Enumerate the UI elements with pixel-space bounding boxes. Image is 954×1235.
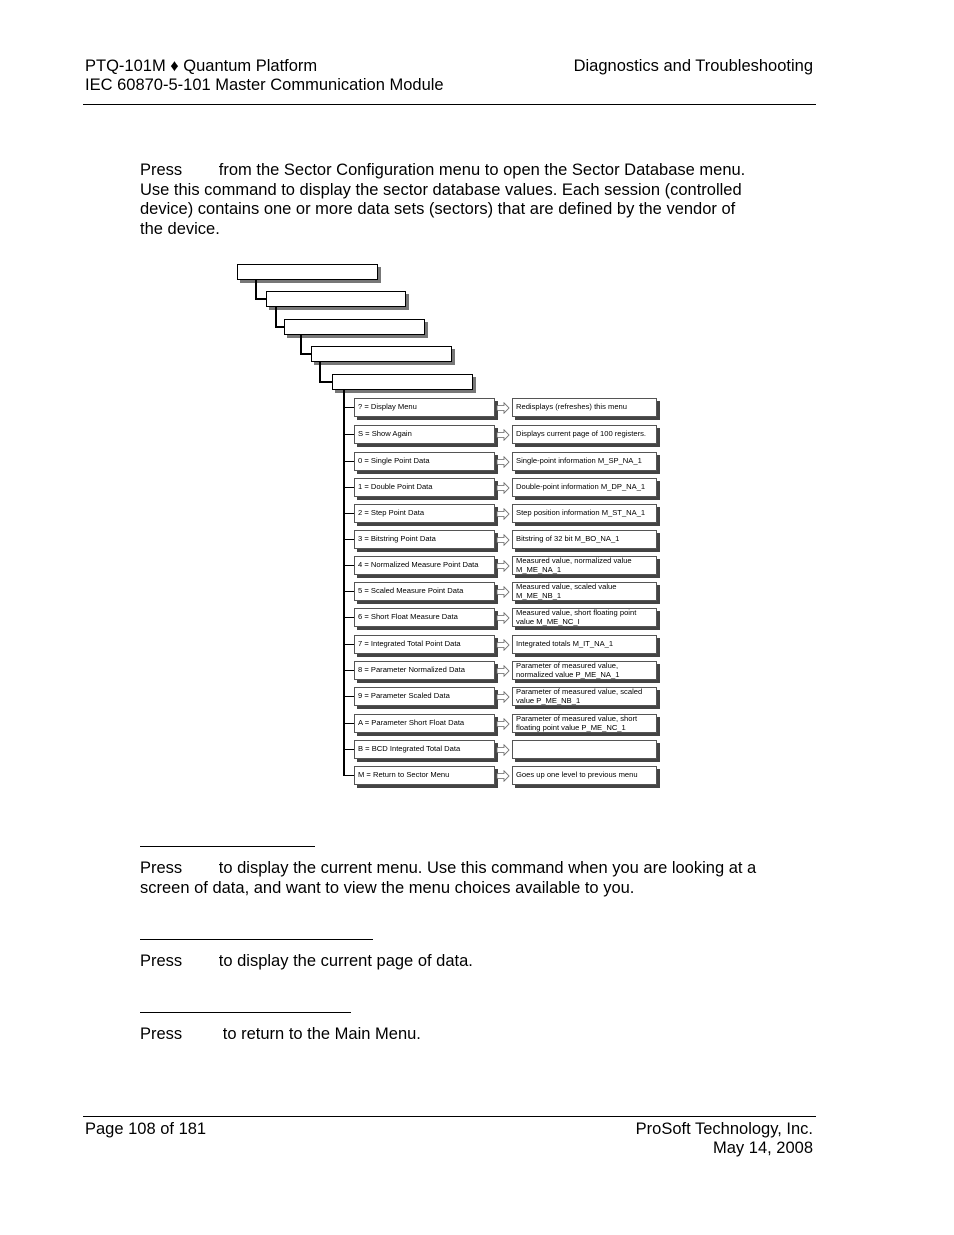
menu-description-box	[512, 582, 657, 601]
tree-level-1-box	[237, 264, 378, 280]
menu-description-box	[512, 425, 657, 444]
menu-description-text: Single-point information M_SP_NA_1	[516, 456, 642, 466]
menu-description-text: Measured value, scaled value M_ME_NB_1	[516, 582, 617, 600]
intro-press: Press	[140, 161, 183, 179]
arrow-right-icon	[496, 691, 510, 703]
menu-command-box	[354, 661, 495, 680]
section-display-menu-paragraph	[140, 859, 760, 898]
menu-command-box	[354, 740, 495, 759]
arrow-right-icon	[496, 744, 510, 756]
footer-date: May 14, 2008	[713, 1139, 813, 1157]
menu-description-box	[512, 452, 657, 471]
menu-command-label: 8 = Parameter Normalized Data	[358, 665, 465, 675]
arrow-right-icon	[496, 482, 510, 494]
menu-command-box	[354, 398, 495, 417]
menu-command-box	[354, 766, 495, 785]
menu-description-text: Bitstring of 32 bit M_BO_NA_1	[516, 534, 620, 544]
menu-command-label: M = Return to Sector Menu	[358, 770, 450, 780]
tree-branch	[343, 617, 354, 618]
tree-branch	[343, 591, 354, 592]
tree-level-2-box	[266, 291, 406, 307]
menu-command-label: 0 = Single Point Data	[358, 456, 430, 466]
menu-description-box	[512, 478, 657, 497]
header-product-line: PTQ-101M ♦ Quantum Platform	[85, 57, 318, 75]
section-return-paragraph	[140, 1025, 760, 1045]
tree-branch	[343, 723, 354, 724]
menu-description-text: Parameter of measured value, normalized value P_ME_NA_1	[516, 661, 620, 679]
menu-command-label: 2 = Step Point Data	[358, 508, 425, 518]
arrow-right-icon	[496, 718, 510, 730]
menu-description-box	[512, 635, 657, 654]
tree-branch	[343, 539, 354, 540]
arrow-right-icon	[496, 639, 510, 651]
menu-command-label: 3 = Bitstring Point Data	[358, 534, 436, 544]
menu-command-box	[354, 530, 495, 549]
arrow-right-icon	[496, 456, 510, 468]
menu-description-box	[512, 740, 657, 759]
menu-command-box	[354, 714, 495, 733]
menu-command-label: A = Parameter Short Float Data	[358, 718, 465, 728]
menu-command-label: 1 = Double Point Data	[358, 482, 433, 492]
menu-description-text: Goes up one level to previous menu	[516, 770, 638, 780]
arrow-right-icon	[496, 534, 510, 546]
menu-description-text: Redisplays (refreshes) this menu	[516, 402, 627, 412]
tree-connector	[255, 280, 257, 300]
tree-branch	[343, 696, 354, 697]
menu-description-box	[512, 687, 657, 706]
menu-description-text: Displays current page of 100 registers.	[516, 429, 647, 439]
menu-command-box	[354, 608, 495, 627]
arrow-right-icon	[496, 665, 510, 677]
tree-connector	[300, 335, 302, 355]
tree-branch	[343, 513, 354, 514]
footer-company: ProSoft Technology, Inc.	[635, 1120, 813, 1138]
arrow-right-icon	[496, 508, 510, 520]
menu-command-box	[354, 582, 495, 601]
section-heading-rule	[140, 1012, 351, 1013]
menu-command-box	[354, 504, 495, 523]
tree-connector	[255, 298, 266, 300]
footer-page-number: Page 108 of 181	[85, 1120, 207, 1138]
arrow-right-icon	[496, 612, 510, 624]
menu-description-box	[512, 661, 657, 680]
menu-command-box	[354, 687, 495, 706]
tree-connector	[319, 381, 332, 383]
menu-command-label: B = BCD Integrated Total Data	[358, 744, 461, 754]
menu-command-label: 9 = Parameter Scaled Data	[358, 691, 450, 701]
tree-connector	[275, 307, 277, 328]
tree-branch	[343, 434, 354, 435]
intro-text: from the Sector Configuration menu to open the Sector Database menu. Use this command to display the sector database values. Each session (controlled device) contains one or more data sets (sectors) that are defined by the vendor of the device.	[140, 161, 746, 238]
menu-command-box	[354, 556, 495, 575]
tree-connector	[300, 353, 311, 355]
tree-branch	[343, 461, 354, 462]
menu-description-text: Measured value, short floating point value M_ME_NC_I	[516, 608, 637, 626]
menu-command-box	[354, 635, 495, 654]
menu-description-text: Parameter of measured value, short floating point value P_ME_NC_1	[516, 714, 638, 732]
tree-branch	[343, 644, 354, 645]
tree-branch	[343, 487, 354, 488]
tree-connector	[275, 326, 284, 328]
menu-command-label: 5 = Scaled Measure Point Data	[358, 586, 464, 596]
tree-branch	[343, 670, 354, 671]
section-show-again-paragraph	[140, 952, 760, 972]
menu-description-box	[512, 504, 657, 523]
arrow-right-icon	[496, 429, 510, 441]
section-press: Press	[140, 859, 183, 877]
tree-trunk	[343, 390, 345, 776]
tree-connector	[319, 362, 321, 383]
menu-command-box	[354, 478, 495, 497]
tree-branch	[343, 565, 354, 566]
arrow-right-icon	[496, 586, 510, 598]
menu-command-label: 6 = Short Float Measure Data	[358, 612, 458, 622]
section-text: to return to the Main Menu.	[222, 1025, 421, 1043]
menu-command-box	[354, 425, 495, 444]
arrow-right-icon	[496, 402, 510, 414]
section-text: to display the current menu. Use this command when you are looking at a screen of data, and want to view the menu choices available to you.	[140, 859, 757, 897]
tree-branch	[343, 775, 354, 776]
menu-description-text: Double-point information M_DP_NA_1	[516, 482, 646, 492]
header-section-title: Diagnostics and Troubleshooting	[573, 57, 813, 75]
arrow-right-icon	[496, 560, 510, 572]
menu-description-box	[512, 530, 657, 549]
tree-level-3-box	[284, 319, 425, 335]
footer-divider	[83, 1116, 816, 1117]
menu-description-text: Parameter of measured value, scaled value P_ME_NB_1	[516, 687, 643, 705]
section-heading-rule	[140, 846, 315, 847]
header-module-line: IEC 60870-5-101 Master Communication Module	[85, 76, 444, 94]
menu-description-box	[512, 608, 657, 627]
tree-level-5-box	[332, 374, 473, 390]
tree-branch	[343, 749, 354, 750]
menu-description-text: Integrated totals M_IT_NA_1	[516, 639, 614, 649]
menu-command-label: S = Show Again	[358, 429, 412, 439]
menu-description-text: Step position information M_ST_NA_1	[516, 508, 646, 518]
section-text: to display the current page of data.	[218, 952, 473, 970]
menu-command-label: 7 = Integrated Total Point Data	[358, 639, 461, 649]
menu-description-box	[512, 398, 657, 417]
menu-description-box	[512, 766, 657, 785]
menu-description-box	[512, 556, 657, 575]
tree-level-4-box	[311, 346, 452, 362]
section-press: Press	[140, 1025, 183, 1043]
menu-description-text: Measured value, normalized value M_ME_NA_1	[516, 556, 632, 574]
menu-command-box	[354, 452, 495, 471]
arrow-right-icon	[496, 770, 510, 782]
menu-description-box	[512, 714, 657, 733]
section-press: Press	[140, 952, 183, 970]
section-heading-rule	[140, 939, 373, 940]
tree-branch	[343, 407, 354, 408]
menu-command-label: ? = Display Menu	[358, 402, 417, 412]
menu-command-label: 4 = Normalized Measure Point Data	[358, 560, 479, 570]
